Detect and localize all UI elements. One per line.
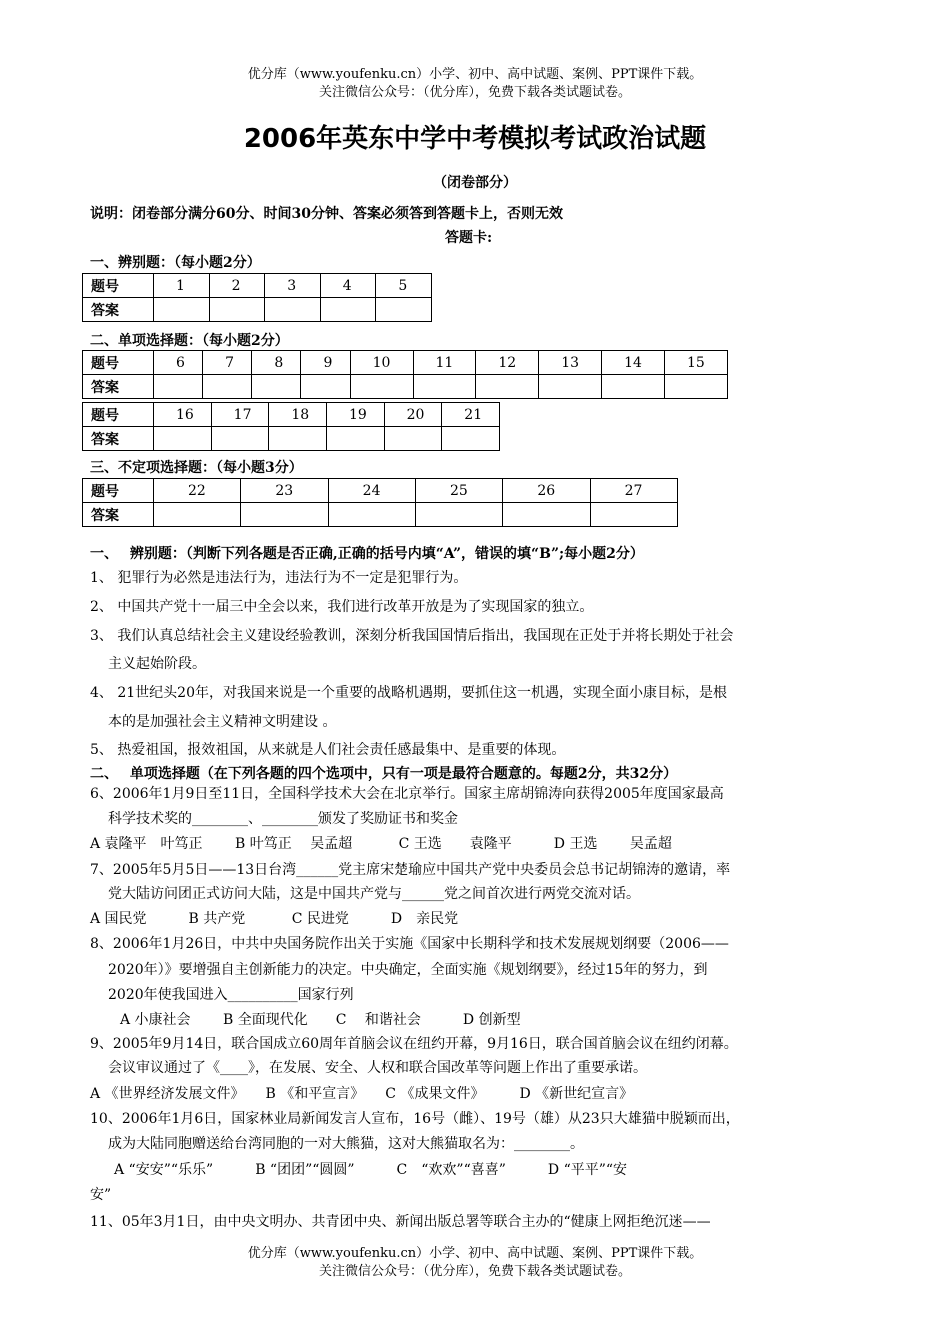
question-8-line-2: 2020年）》要增强自主创新能力的决定。中央确定，全面实施《规划纲要》，经过15年的努力，到 <box>108 962 708 978</box>
answer-cell[interactable] <box>265 298 321 322</box>
card-num: 5 <box>376 274 432 298</box>
card-label-num: 题号 <box>83 351 154 375</box>
card-label-ans: 答案 <box>83 503 154 527</box>
card-num: 18 <box>269 403 327 427</box>
answer-cell[interactable] <box>590 503 677 527</box>
question-7-options: A 国民党 B 共产党 C 民进党 D 亲民党 <box>90 911 459 927</box>
question-10-options: A “安安”“乐乐” B “团团”“圆圆” C “欢欢”“喜喜” D “平平”“安 <box>114 1162 628 1178</box>
answer-cell[interactable] <box>320 298 376 322</box>
question-11-line-1: 11、05年3月1日，由中央文明办、共青团中央、新闻出版总署等联合主办的“健康上网拒绝沉迷—— <box>90 1214 711 1230</box>
card-section-3-title: 三、不定项选择题：（每小题3分） <box>90 460 303 476</box>
instruction: 说明：闭卷部分满分60分、时间30分钟、答案必须答到答题卡上，否则无效 <box>90 206 563 222</box>
card-row-answers <box>83 298 432 322</box>
question-9-options: A 《世界经济发展文件》 B 《和平宣言》 C 《成果文件》 D 《新世纪宣言》 <box>90 1086 634 1102</box>
card-label-num: 题号 <box>83 479 154 503</box>
answer-cell[interactable] <box>376 298 432 322</box>
answer-cell[interactable] <box>328 503 415 527</box>
question-8-options: A 小康社会 B 全面现代化 C 和谐社会 D 创新型 <box>120 1012 521 1028</box>
card-num: 4 <box>320 274 376 298</box>
card-num: 21 <box>442 403 500 427</box>
question-7-line-1: 7、2005年5月5日——13日台湾______党主席宋楚瑜应中国共产党中央委员会总书记胡锦涛的邀请，率 <box>90 862 731 878</box>
page-title: 2006年英东中学中考模拟考试政治试题 <box>243 124 707 154</box>
answer-cell[interactable] <box>602 375 665 399</box>
question-4-line-1: 4、 21世纪头20年，对我国来说是一个重要的战略机遇期，要抓住这一机遇，实现全面小康目标，是根 <box>90 685 727 701</box>
answer-cell[interactable] <box>211 427 269 451</box>
card-num: 13 <box>539 351 602 375</box>
answer-cell[interactable] <box>154 427 212 451</box>
card-num: 20 <box>384 403 442 427</box>
answer-cell[interactable] <box>415 503 502 527</box>
card-num: 6 <box>154 351 203 375</box>
question-6-line-1: 6、2006年1月9日至11日，全国科学技术大会在北京举行。国家主席胡锦涛向获得2005年度国家最高 <box>90 786 724 802</box>
card-num: 22 <box>154 479 241 503</box>
card-row-answers <box>83 427 500 451</box>
card-label-ans: 答案 <box>83 427 154 451</box>
card-num: 11 <box>413 351 476 375</box>
card-label-num: 题号 <box>83 274 154 298</box>
question-10-options-cont: 安” <box>90 1187 112 1203</box>
answer-cell[interactable] <box>384 427 442 451</box>
card-num: 1 <box>154 274 210 298</box>
answer-cell[interactable] <box>154 298 210 322</box>
answer-cell[interactable] <box>203 375 252 399</box>
card-num: 17 <box>211 403 269 427</box>
question-6-line-2: 科学技术奖的________、________颁发了奖励证书和奖金 <box>108 811 458 827</box>
question-8-line-1: 8、2006年1月26日，中共中央国务院作出关于实施《国家中长期科学和技术发展规划纲要（2006—— <box>90 936 729 952</box>
card-num: 23 <box>241 479 328 503</box>
question-10-line-2: 成为大陆同胞赠送给台湾同胞的一对大熊猫，这对大熊猫取名为：________。 <box>108 1136 584 1152</box>
answer-card-label: 答题卡: <box>445 230 493 246</box>
question-1: 1、 犯罪行为必然是违法行为，违法行为不一定是犯罪行为。 <box>90 570 468 586</box>
answer-cell[interactable] <box>476 375 539 399</box>
answer-cell[interactable] <box>301 375 350 399</box>
card-section-1-title: 一、辨别题：（每小题2分） <box>90 255 261 271</box>
card-num: 12 <box>476 351 539 375</box>
answer-cell[interactable] <box>350 375 413 399</box>
card-num: 16 <box>154 403 212 427</box>
card-num: 3 <box>265 274 321 298</box>
answer-cell[interactable] <box>442 427 500 451</box>
card-label-ans: 答案 <box>83 375 154 399</box>
card-num: 19 <box>326 403 384 427</box>
question-6-options: A 袁隆平 叶笃正 B 叶笃正 吴孟超 C 王选 袁隆平 D 王选 吴孟超 <box>90 836 672 852</box>
card-num: 15 <box>665 351 728 375</box>
answer-cell[interactable] <box>326 427 384 451</box>
answer-cell[interactable] <box>154 503 241 527</box>
footer-line-1: 优分库（www.youfenku.cn）小学、初中、高中试题、案例、PPT课件下载。 <box>247 1246 703 1261</box>
card-num: 26 <box>503 479 590 503</box>
card-num: 10 <box>350 351 413 375</box>
answer-cell[interactable] <box>154 375 203 399</box>
answer-cell[interactable] <box>665 375 728 399</box>
card-row-numbers <box>83 274 432 298</box>
card-table-1 <box>82 273 432 322</box>
card-table-3 <box>82 478 678 527</box>
card-num: 24 <box>328 479 415 503</box>
answer-cell[interactable] <box>241 503 328 527</box>
question-9-line-1: 9、2005年9月14日，联合国成立60周年首脑会议在纽约开幕，9月16日，联合国首脑会议在纽约闭幕。 <box>90 1036 738 1052</box>
header-line-2: 关注微信公众号：（优分库），免费下载各类试题试卷。 <box>318 85 631 100</box>
card-num: 9 <box>301 351 350 375</box>
question-5: 5、 热爱祖国，报效祖国，从来就是人们社会责任感最集中、是重要的体现。 <box>90 742 566 758</box>
card-row-answers <box>83 375 728 399</box>
header-line-1: 优分库（www.youfenku.cn）小学、初中、高中试题、案例、PPT课件下载。 <box>247 67 703 82</box>
question-4-line-2: 本的是加强社会主义精神文明建设 。 <box>108 714 337 730</box>
answer-cell[interactable] <box>269 427 327 451</box>
card-row-answers <box>83 503 678 527</box>
page-subtitle: （闭卷部分） <box>433 175 517 191</box>
card-table-2b <box>82 402 500 451</box>
question-3-line-1: 3、 我们认真总结社会主义建设经验教训，深刻分析我国国情后指出，我国现在正处于并将长期处于社会 <box>90 628 734 644</box>
question-2: 2、 中国共产党十一届三中全会以来，我们进行改革开放是为了实现国家的独立。 <box>90 599 594 615</box>
card-row-numbers <box>83 351 728 375</box>
part2-heading: 二、 单项选择题（在下列各题的四个选项中，只有一项是最符合题意的。每题2分，共32分） <box>90 766 678 782</box>
footer-line-2: 关注微信公众号：（优分库），免费下载各类试题试卷。 <box>318 1264 631 1279</box>
question-7-line-2: 党大陆访问团正式访问大陆，这是中国共产党与______党之间首次进行两党交流对话。 <box>108 886 640 902</box>
card-num: 7 <box>203 351 252 375</box>
card-num: 8 <box>252 351 301 375</box>
question-8-line-3: 2020年使我国进入__________国家行列 <box>108 987 354 1003</box>
card-row-numbers <box>83 403 500 427</box>
question-9-line-2: 会议审议通过了《____》，在发展、安全、人权和联合国改革等问题上作出了重要承诺。 <box>108 1060 647 1076</box>
part1-heading: 一、 辨别题：（判断下列各题是否正确,正确的括号内填“A”，错误的填“B”;每小题2分） <box>90 546 644 562</box>
card-section-2-title: 二、单项选择题：（每小题2分） <box>90 333 289 349</box>
answer-cell[interactable] <box>539 375 602 399</box>
answer-cell[interactable] <box>413 375 476 399</box>
answer-cell[interactable] <box>503 503 590 527</box>
card-row-numbers <box>83 479 678 503</box>
card-label-num: 题号 <box>83 403 154 427</box>
answer-cell[interactable] <box>252 375 301 399</box>
question-3-line-2: 主义起始阶段。 <box>108 656 206 672</box>
answer-cell[interactable] <box>209 298 265 322</box>
card-num: 2 <box>209 274 265 298</box>
card-table-2a <box>82 350 728 399</box>
card-label-ans: 答案 <box>83 298 154 322</box>
card-num: 14 <box>602 351 665 375</box>
card-num: 25 <box>415 479 502 503</box>
question-10-line-1: 10、2006年1月6日，国家林业局新闻发言人宣布，16号（雌）、19号（雄）从23只大雄猫中脱颖而出， <box>90 1111 740 1127</box>
card-num: 27 <box>590 479 677 503</box>
